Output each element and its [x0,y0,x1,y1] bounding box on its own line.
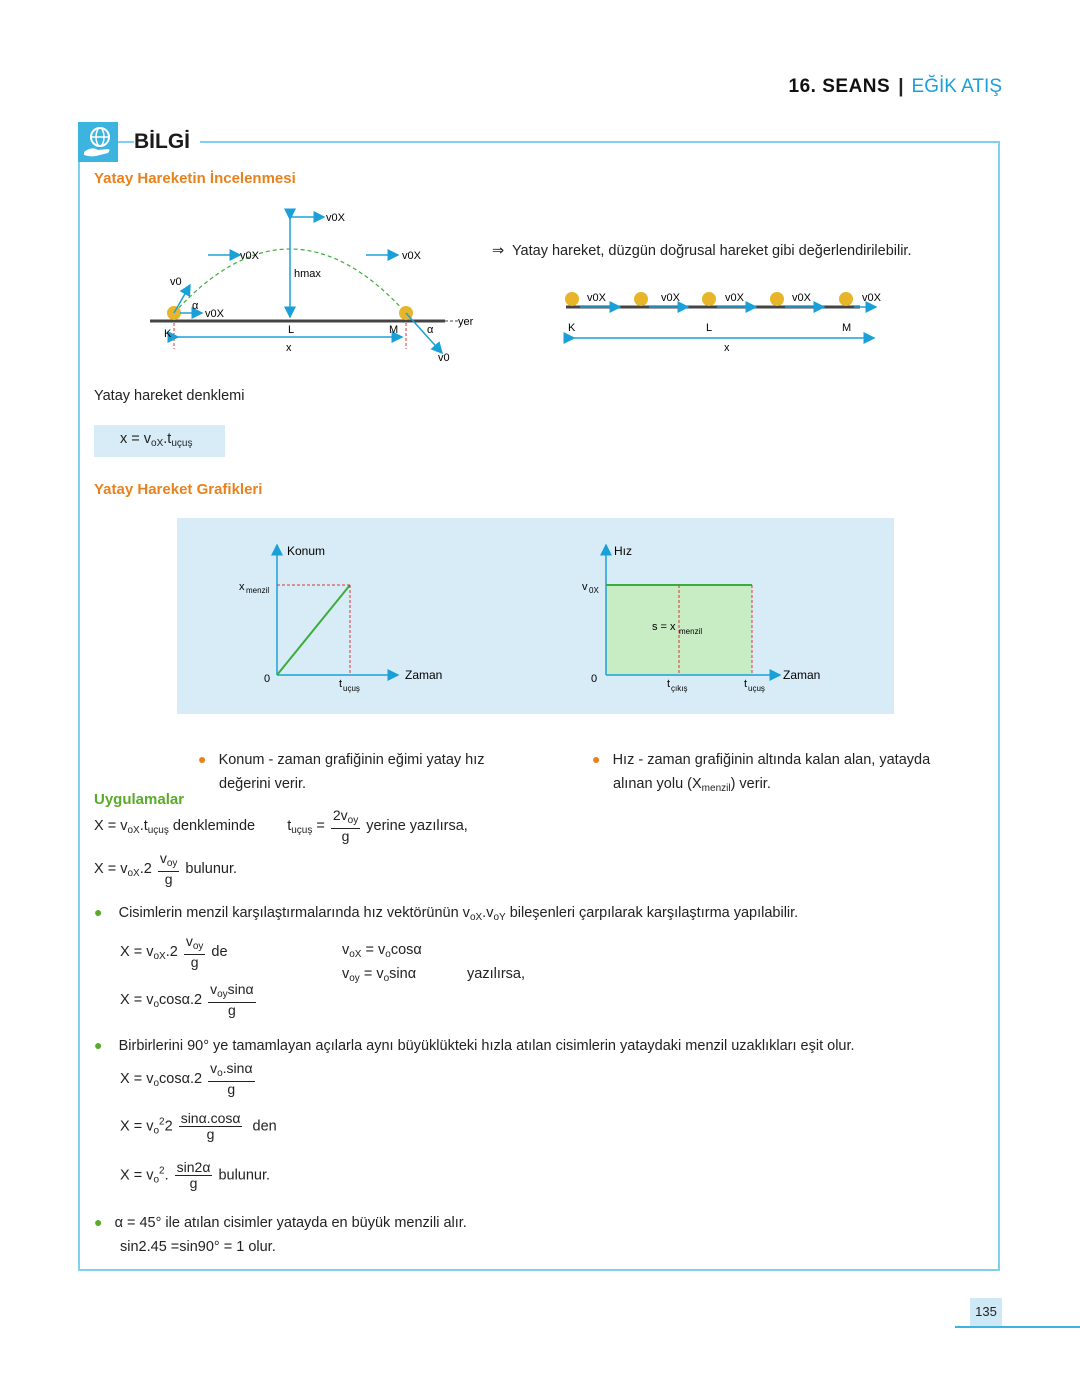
graph1-x-tick: t [339,678,343,690]
b1-relation-1: $v_{oX} = v_o\cos\alpha$ [342,942,422,960]
session-label: 16. SEANS [788,76,891,97]
orange-bullet-icon: ● [198,751,207,767]
graph1-x-tick-sub: uçuş [343,684,360,693]
graph2-y-tick: v [582,581,588,593]
v0-arrow-end [406,313,442,353]
r-label-k: K [568,322,576,334]
label-alpha-1: α [192,300,199,312]
green-bullet-icon: ● [94,1037,103,1053]
header-separator: | [898,76,904,97]
app-formula-1: $X = v_{oX}.t_{uçuş}$ denkleminde $t_{uçuş}$ = $\frac{2v_{oy}}{g}$ yerine yazılırsa, [94,807,468,844]
label-m: M [389,324,399,336]
b2-formula-2: $X = v_o^22$ $\frac{\sin\alpha.\cos\alpha}{g}$ den [120,1110,277,1142]
r-label-v0x-2: v0X [661,292,680,304]
green-bullet-icon: ● [94,1214,103,1230]
label-v0x-1: v0X [240,250,259,262]
b1-relation-note: yazılırsa, [467,966,526,982]
b1-formula-1: $X = v_{oX}.2$ $\frac{v_{oy}}{g}$ de [120,933,228,970]
graph2-area-label-sub: menzil [679,627,703,636]
r-label-l: L [706,322,713,334]
globe-hand-icon [78,122,118,162]
uniform-motion-diagram [560,285,890,355]
label-x: x [286,342,292,354]
app-formula-2: $X = v_{oX}.2$ $\frac{v_{oy}}{g}$ bulunur. [94,850,238,887]
label-yer: yer [458,316,474,328]
graph1-y-label: Konum [287,544,326,558]
b2-formula-1: $X = v_o\cos\alpha.2$ $\frac{v_o.\sin\alpha}{g}$ [120,1060,253,1097]
note-velocity-time: ● Hız - zaman grafiğinin altında kalan alan, yatayda alınan yolu $(X_{menzil})$ verir. [592,751,931,794]
graph2-x-tick1-sub: çıkış [671,684,688,693]
r-label-v0x-4: v0X [792,292,811,304]
graph2-y-tick-sub: 0X [589,586,599,595]
velocity-time-graph [575,535,835,700]
b1-formula-2: $X = v_o\cos\alpha.2$ $\frac{v_{oy}\sin\alpha}{g}$ [120,981,254,1018]
bullet-max-range: ● α = 45° ile atılan cisimler yatayda en büyük menzili alır. sin2.45 =sin90° = 1 olur. [94,1214,467,1255]
position-line [277,585,350,675]
implies-icon: ⇒ [492,243,505,259]
bullet-component-comparison: ● Cisimlerin menzil karşılaştırmalarında hız vektörünün $v_{oX}.v_{oY}$ bileşenleri çarpılarak karşılaştırma yapılabilir. [94,904,799,923]
label-l: L [288,324,295,336]
title-rule [200,141,1000,143]
green-bullet-icon: ● [94,904,103,920]
position-time-graph [230,535,470,700]
projectile-diagram [140,205,490,370]
r-label-v0x-5: v0X [862,292,881,304]
page-number: 135 [970,1298,1002,1326]
r-label-m: M [842,322,852,334]
label-hmax: hmax [294,268,321,280]
graph2-x-label: Zaman [783,668,821,682]
label-v0x-2: v0X [326,212,345,224]
page-header [789,76,1002,98]
equation-box: $x = v_{oX}.t_{uçuş}$ [94,425,225,457]
graph1-x-label: Zaman [405,668,443,682]
label-v0x-4: v0X [205,308,224,320]
info-title: BİLGİ [134,130,200,154]
graph2-area-label: s = x [652,621,676,633]
label-alpha-2: α [427,324,434,336]
uniform-motion-note [492,243,912,259]
section-title-horizontal-motion: Yatay Hareketin İncelenmesi [94,170,296,187]
graph2-x-tick2-sub: uçuş [748,684,765,693]
graph2-y-label: Hız [614,544,632,558]
graph1-y-tick: x [239,581,245,593]
note-position-time: ● Konum - zaman grafiğinin eğimi yatay hız değerini verir. [198,751,485,792]
b2-formula-3: $X = v_o^2$. $\frac{\sin 2\alpha}{g}$ bulunur. [120,1159,271,1191]
r-label-v0x-1: v0X [587,292,606,304]
graph2-x-tick1: t [667,678,671,690]
bullet-complementary-angles: ● Birbirlerini 90° ye tamamlayan açılarla aynı büyüklükteki hızla atılan cisimlerin yataydaki menzil uzaklıkları eşit olur. [94,1037,855,1054]
r-label-v0x-3: v0X [725,292,744,304]
label-v0-end: v0 [438,352,450,364]
graph1-y-tick-sub: menzil [246,586,270,595]
uniform-motion-text: Yatay hareket, düzgün doğrusal hareket gibi değerlendirilebilir. [511,243,912,259]
section-title-graphs: Yatay Hareket Grafikleri [94,481,263,498]
v0-arrow [174,285,190,313]
topic-label: EĞİK ATIŞ [911,76,1002,97]
r-label-x: x [724,342,730,354]
label-v0x-3: v0X [402,250,421,262]
label-k: K [164,328,172,340]
orange-bullet-icon: ● [592,751,601,767]
graph2-x-tick2: t [744,678,748,690]
page-number-rule [955,1326,1080,1328]
b1-relation-2: $v_{oy} = v_o\sin\alpha$ [342,966,417,984]
equation-label: Yatay hareket denklemi [94,388,245,404]
graph1-origin: 0 [264,673,271,685]
applications-title: Uygulamalar [94,791,185,808]
label-v0: v0 [170,276,182,288]
graph2-origin: 0 [591,673,598,685]
